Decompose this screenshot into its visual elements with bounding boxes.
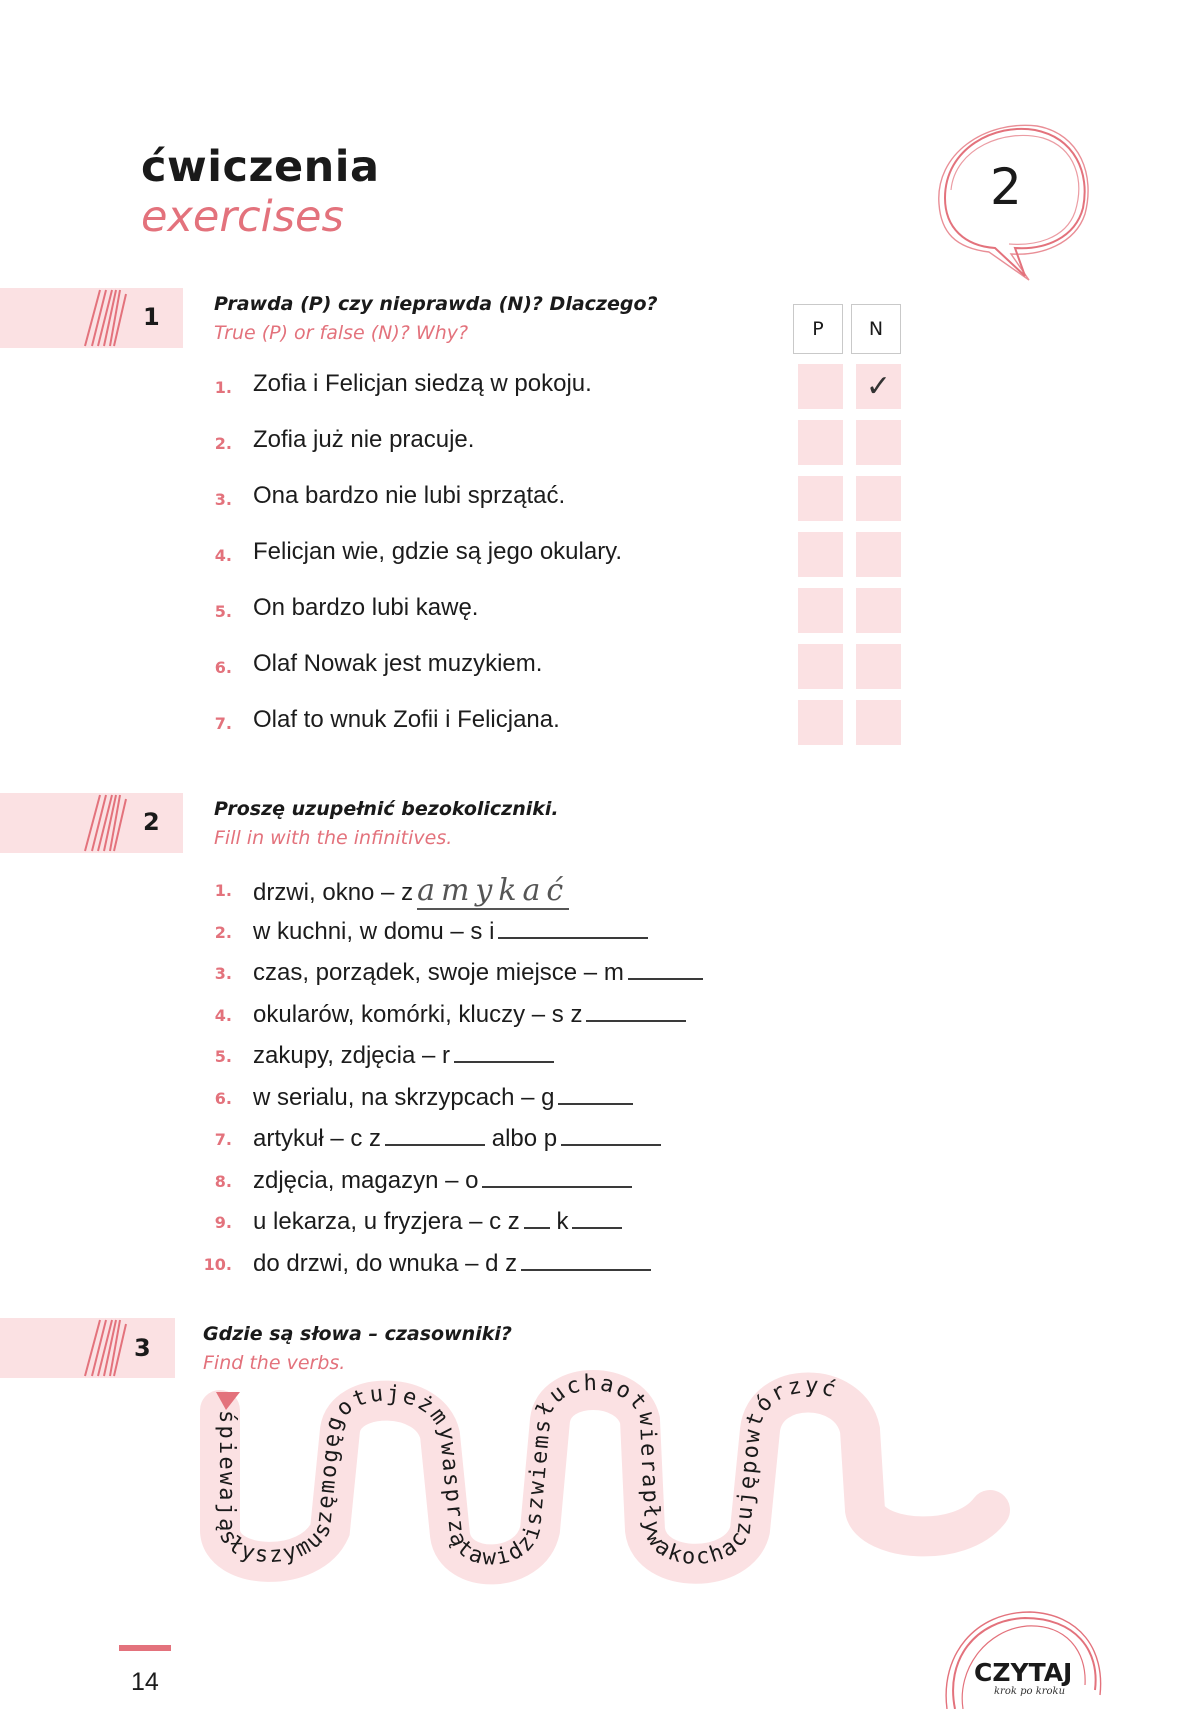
ex1-statement: Ona bardzo nie lubi sprzątać. <box>253 482 566 509</box>
ex2-prompt: artykuł – c z <box>253 1125 382 1152</box>
band-brush-icon <box>80 288 130 348</box>
exercise-1-instruction-en: True (P) or false (N)? Why? <box>214 322 469 344</box>
ex2-prompt: w kuchni, w domu – s i <box>253 917 495 945</box>
ex2-item-number: 5. <box>214 1047 232 1066</box>
exercise-2-instruction: Proszę uzupełnić bezokoliczniki. <box>214 798 559 820</box>
page-title-translation: exercises <box>141 192 344 242</box>
ex1-n-checkbox[interactable] <box>856 588 901 633</box>
ex2-prompt: zakupy, zdjęcia – r <box>253 1042 450 1069</box>
exercise-1-instruction: Prawda (P) czy nieprawda (N)? Dlaczego? <box>214 293 658 315</box>
exercise-3-instruction: Gdzie są słowa – czasowniki? <box>203 1323 512 1345</box>
ex2-blank[interactable] <box>385 1122 485 1146</box>
exercise-2-instruction-en: Fill in with the infinitives. <box>214 827 453 849</box>
ex1-item-number: 4. <box>214 546 232 565</box>
ex1-p-checkbox[interactable] <box>798 588 843 633</box>
ex1-n-checkbox[interactable] <box>856 644 901 689</box>
ex2-item <box>253 998 686 1029</box>
ex1-item-number: 6. <box>214 658 232 677</box>
ex2-prompt: drzwi, okno – z <box>253 879 414 906</box>
ex1-p-checkbox[interactable] <box>798 364 843 409</box>
column-p-header: P <box>793 304 843 354</box>
ex2-prompt: w serialu, na skrzypcach – g <box>253 1083 555 1111</box>
exercise-3-number: 3 <box>134 1334 151 1362</box>
ex2-item-number: 10. <box>203 1254 232 1274</box>
ex2-blank[interactable] <box>572 1205 622 1229</box>
snake-letters: śpiewająsłyszymuszęmogęgotujeżmywasprzątawidziszwiemsłuchaotwierapływakochaczujępowtórzyć <box>213 1370 841 1571</box>
ex1-item-number: 7. <box>214 714 232 733</box>
ex1-statement: Zofia już nie pracuje. <box>253 426 475 453</box>
ex2-blank[interactable] <box>628 956 703 980</box>
ex1-statement: On bardzo lubi kawę. <box>253 594 479 621</box>
ex1-n-checkbox[interactable]: ✓ <box>856 364 901 409</box>
ex2-item-number: 2. <box>214 922 232 942</box>
exercise-3-instruction-en: Find the verbs. <box>203 1352 346 1374</box>
page-number-bar <box>119 1645 171 1651</box>
ex2-blank[interactable] <box>561 1122 661 1146</box>
ex2-blank[interactable] <box>558 1081 633 1105</box>
ex2-item <box>253 1164 632 1195</box>
ex2-item-number: 9. <box>214 1213 232 1232</box>
ex2-prompt: u lekarza, u fryzjera – c z <box>253 1208 520 1235</box>
ex2-blank[interactable] <box>482 1164 632 1188</box>
ex1-n-checkbox[interactable] <box>856 476 901 521</box>
ex2-blank[interactable] <box>521 1247 651 1271</box>
ex2-item-number: 8. <box>214 1171 232 1191</box>
exercise-1-number: 1 <box>143 303 160 331</box>
ex1-item-number: 3. <box>214 490 232 509</box>
page-number: 14 <box>131 1668 159 1696</box>
ex2-prompt-mid: albo p <box>491 1125 558 1152</box>
exercise-2-number: 2 <box>143 808 160 836</box>
ex1-statement: Olaf Nowak jest muzykiem. <box>253 650 543 677</box>
ex2-item-number: 7. <box>214 1130 232 1149</box>
ex1-item-number: 2. <box>214 434 232 453</box>
ex1-p-checkbox[interactable] <box>798 476 843 521</box>
ex2-prompt: czas, porządek, swoje miejsce – m <box>253 959 624 986</box>
ex2-item <box>253 1247 651 1278</box>
ex2-prompt-mid: k <box>556 1208 569 1235</box>
ex1-n-checkbox[interactable] <box>856 420 901 465</box>
ex2-item-number: 6. <box>214 1088 232 1108</box>
word-snake <box>180 1360 1040 1600</box>
logo-tagline: krok po kroku <box>994 1686 1066 1697</box>
ex2-answer[interactable]: amykać <box>417 873 570 908</box>
ex2-prompt: do drzwi, do wnuka – d z <box>253 1249 518 1277</box>
ex2-blank[interactable] <box>524 1205 550 1229</box>
ex1-item-number: 5. <box>214 602 232 621</box>
ex1-statement: Olaf to wnuk Zofii i Felicjana. <box>253 706 560 733</box>
chapter-number: 2 <box>990 158 1022 216</box>
ex2-blank[interactable] <box>498 915 648 939</box>
ex2-item <box>253 1081 633 1112</box>
band-brush-icon <box>80 1318 130 1378</box>
ex1-item-number: 1. <box>214 378 232 397</box>
ex2-blank[interactable] <box>586 998 686 1022</box>
ex1-p-checkbox[interactable] <box>798 644 843 689</box>
ex2-item <box>253 873 569 908</box>
ex1-n-checkbox[interactable] <box>856 532 901 577</box>
ex1-n-checkbox[interactable] <box>856 700 901 745</box>
ex2-prompt: okularów, komórki, kluczy – s z <box>253 1000 583 1028</box>
page-title: ćwiczenia <box>141 142 380 192</box>
ex1-p-checkbox[interactable] <box>798 700 843 745</box>
ex1-statement: Zofia i Felicjan siedzą w pokoju. <box>253 370 592 397</box>
ex2-item-number: 3. <box>214 964 232 983</box>
ex2-item <box>253 915 648 946</box>
ex2-item-number: 4. <box>214 1005 232 1025</box>
ex1-p-checkbox[interactable] <box>798 420 843 465</box>
ex2-prompt: zdjęcia, magazyn – o <box>253 1166 479 1194</box>
column-n-header: N <box>851 304 901 354</box>
ex2-item <box>253 956 703 987</box>
ex1-statement: Felicjan wie, gdzie są jego okulary. <box>253 538 623 565</box>
ex2-blank[interactable] <box>454 1039 554 1063</box>
ex2-item <box>253 1122 661 1153</box>
ex1-p-checkbox[interactable] <box>798 532 843 577</box>
ex2-item <box>253 1039 554 1070</box>
logo: CZYTAJ <box>974 1658 1073 1687</box>
band-brush-icon <box>80 793 130 853</box>
ex2-item-number: 1. <box>214 881 232 900</box>
ex2-item <box>253 1205 622 1236</box>
